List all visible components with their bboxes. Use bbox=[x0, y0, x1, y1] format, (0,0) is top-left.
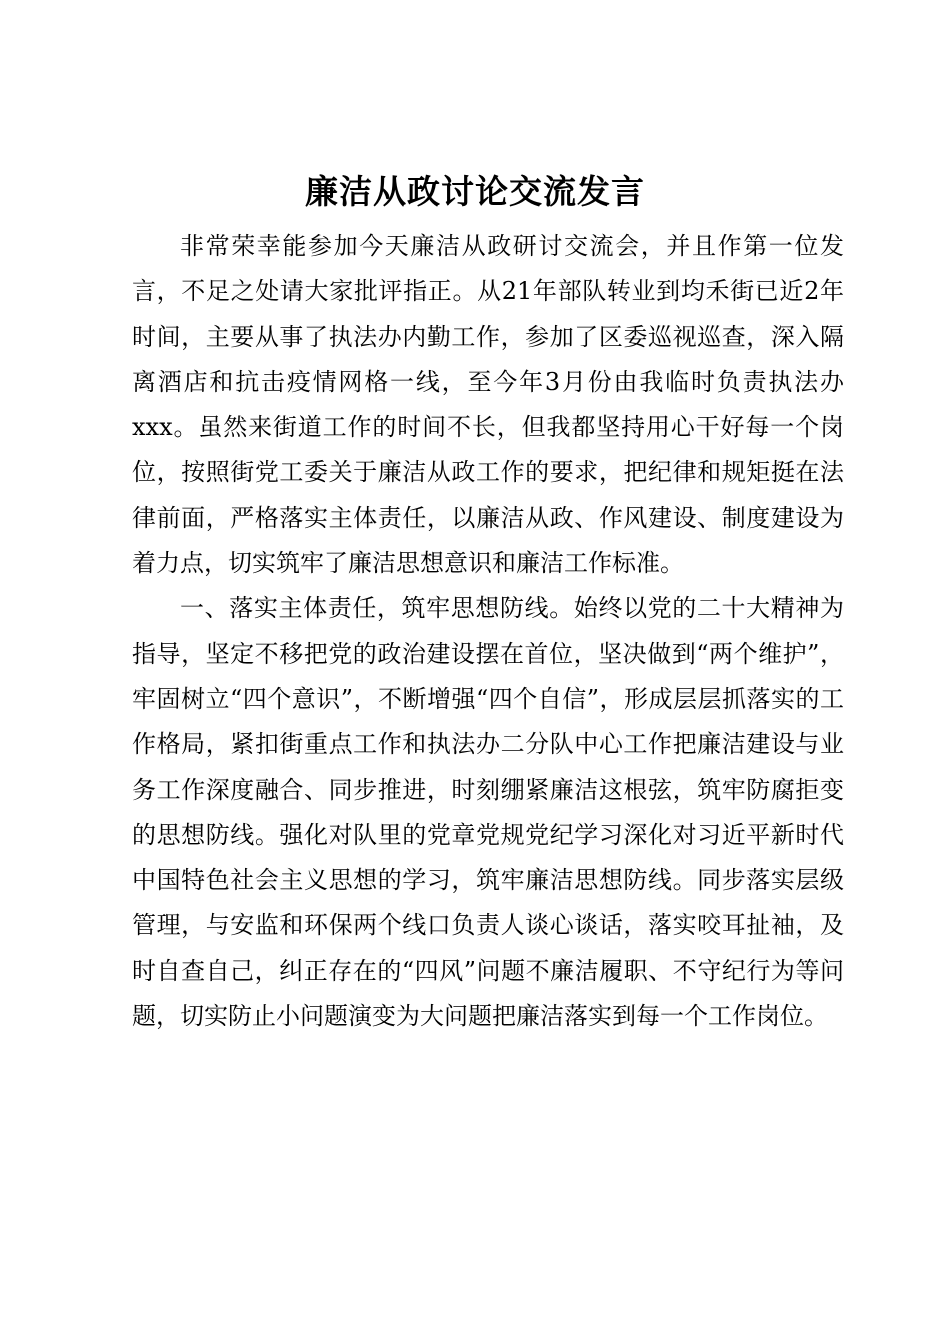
document-title: 廉洁从政讨论交流发言 bbox=[305, 172, 645, 211]
paragraph-section-one: 一、落实主体责任，筑牢思想防线。始终以党的二十大精神为指导，坚定不移把党的政治建设摆在首位，坚决做到“两个维护”，牢固树立“四个意识”，不断增强“四个自信”，形成层层抓落实的工作格局，紧扣街重点工作和执法办二分队中心工作把廉洁建设与业务工作深度融合、同步推进，时刻绷紧廉洁这根弦，筑牢防腐拒变的思想防线。强化对队里的党章党规党纪学习深化对习近平新时代中国特色社会主义思想的学习，筑牢廉洁思想防线。同步落实层级管理，与安监和环保两个线口负责人谈心谈话，落实咬耳扯袖，及时自查自己，纠正存在的“四风”问题不廉洁履职、不守纪行为等问题，切实防止小问题演变为大问题把廉洁落实到每一个工作岗位。 bbox=[132, 594, 844, 1031]
paragraph-intro: 非常荣幸能参加今天廉洁从政研讨交流会，并且作第一位发言，不足之处请大家批评指正。从21年部队转业到均禾街已近2年时间，主要从事了执法办内勤工作，参加了区委巡视巡查，深入隔离酒店和抗击疫情网格一线，至今年3月份由我临时负责执法办xxx。虽然来街道工作的时间不长，但我都坚持用心干好每一个岗位，按照街党工委关于廉洁从政工作的要求，把纪律和规矩挺在法律前面，严格落实主体责任，以廉洁从政、作风建设、制度建设为着力点，切实筑牢了廉洁思想意识和廉洁工作标准。 bbox=[132, 232, 844, 578]
document-body bbox=[132, 224, 844, 1039]
